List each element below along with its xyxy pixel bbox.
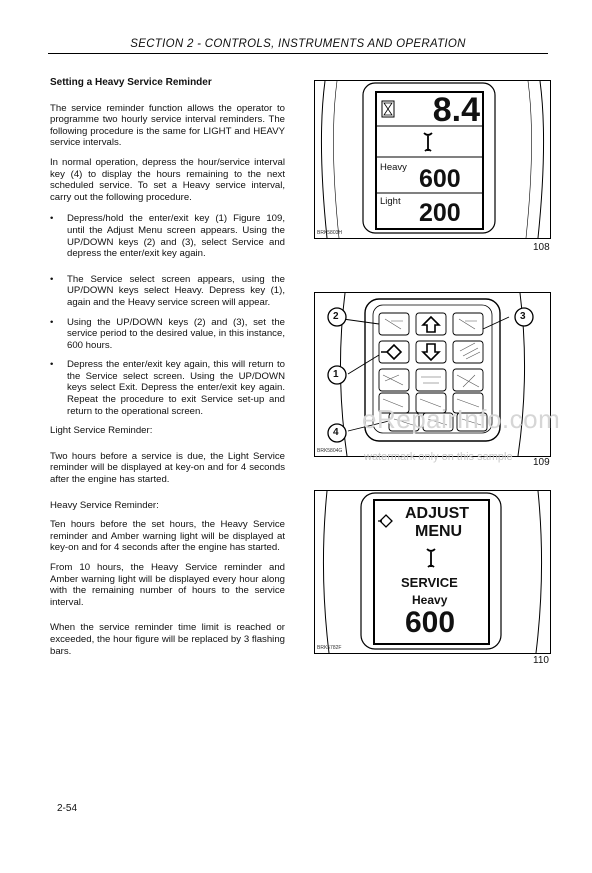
figure-108 (314, 80, 551, 239)
list-item: • Depress the enter/exit key again, this will return to the Service select screen. Using the UP/DOWN keys select Exit. Depress the enter/exit key again. Repeat the procedure to exit Service set-up and return to the operational screen. (50, 359, 285, 417)
figure-number: 108 (533, 242, 550, 253)
callout-label-3: 3 (520, 311, 526, 322)
paragraph-intro: The service reminder function allows the operator to programme two hourly service interval reminders. The following procedure is the same for LIGHT and HEAVY service intervals. (50, 102, 285, 149)
watermark-site: eRepairInfo.com (362, 404, 561, 434)
section-title: SECTION 2 - CONTROLS, INSTRUMENTS AND OPERATION (130, 38, 466, 50)
adjust-menu-screen (373, 499, 490, 645)
flashing-bars-text: When the service reminder time limit is reached or exceeded, the hour figure will be replaced by 3 flashing bars. (50, 622, 285, 657)
procedure-list (50, 213, 285, 417)
enter-exit-icon (378, 513, 394, 529)
list-item: • Depress/hold the enter/exit key (1) Figure 109, until the Adjust Menu screen appears. Using the UP/DOWN keys (2) and (3), select Service and depress the enter/exit key again. (50, 213, 285, 259)
wrench-icon (425, 547, 437, 569)
heavy-label: Heavy (412, 593, 448, 607)
heavy-value: 600 (419, 165, 461, 193)
header-rule (48, 53, 548, 54)
wrench-icon (422, 131, 434, 153)
watermark-note: watermark only on this sample (364, 451, 513, 463)
callout-label-2: 2 (333, 311, 339, 322)
paragraph-normal-operation: In normal operation, depress the hour/service interval key (4) to display the hours remaining to the next scheduled service. To set a Heavy service interval, carry out the following procedure. (50, 156, 285, 203)
dashboard-screen (375, 91, 484, 230)
figure-code: BRK5782F (317, 645, 342, 651)
hourglass-icon (381, 100, 395, 118)
heavy-reminder-text: Ten hours before the set hours, the Heavy Service reminder and Amber warning light will be displayed at key-on and for 4 seconds after the engine has started. (50, 519, 285, 554)
list-item: • Using the UP/DOWN keys (2) and (3), set the service period to the desired value, in this instance, 600 hours. (50, 317, 285, 352)
figure-number: 110 (533, 655, 549, 666)
menu-label: MENU (415, 523, 463, 540)
light-value: 200 (419, 199, 461, 227)
service-value: 600 (405, 606, 456, 639)
light-label: Light (380, 196, 401, 207)
service-label: SERVICE (401, 575, 458, 590)
figure-number: 109 (533, 457, 550, 468)
page-number: 2-54 (57, 803, 78, 814)
light-reminder-text: Two hours before a service is due, the Light Service reminder will be displayed at key-on and for 4 seconds after the engine has started. (50, 450, 285, 486)
heavy-reminder-text-2: From 10 hours, the Heavy Service reminder and Amber warning light will be displayed every hour along with the remaining number of hours to the service interval. (50, 562, 285, 608)
callout-label-4: 4 (333, 427, 339, 438)
figure-code: BRK5804G (317, 448, 343, 454)
hours-readout: 8.4 (432, 91, 480, 129)
adjust-label: ADJUST (405, 505, 470, 522)
heavy-label: Heavy (380, 162, 407, 173)
light-reminder-title: Light Service Reminder: (50, 425, 153, 437)
figure-110 (314, 490, 551, 654)
section-heading: Setting a Heavy Service Reminder (50, 77, 212, 88)
figure-code: BRK5803H (317, 230, 343, 236)
list-item: • The Service select screen appears, using the UP/DOWN keys select Heavy. Depress key (1), again and the Heavy service screen will appear. (50, 274, 285, 309)
callout-label-1: 1 (333, 369, 339, 380)
heavy-reminder-title: Heavy Service Reminder: (50, 499, 159, 511)
text-column (50, 77, 285, 665)
